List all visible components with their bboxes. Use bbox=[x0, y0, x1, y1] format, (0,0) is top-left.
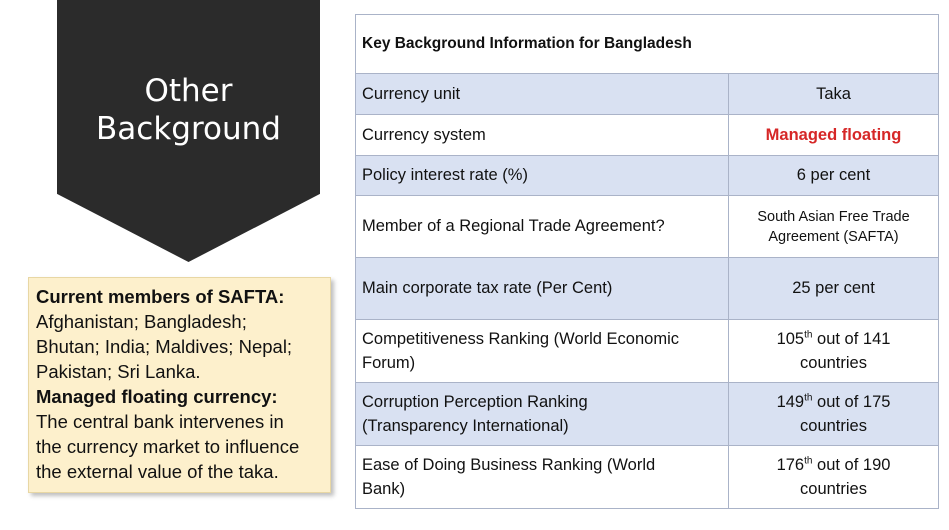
row-label: Policy interest rate (%) bbox=[356, 156, 729, 196]
table-row bbox=[356, 74, 939, 115]
rank-number: 149 bbox=[776, 393, 805, 411]
note-members-line: Bhutan; India; Maldives; Nepal; bbox=[36, 336, 293, 357]
rank-suffix: th bbox=[804, 392, 813, 404]
rank-unit: countries bbox=[800, 480, 867, 498]
row-value bbox=[729, 196, 939, 258]
row-label: Main corporate tax rate (Per Cent) bbox=[356, 258, 729, 320]
rank-suffix: th bbox=[804, 329, 813, 341]
note-desc-line: the external value of the taka. bbox=[36, 461, 279, 482]
row-label-line: Corruption Perception Ranking bbox=[362, 393, 588, 411]
row-label-line: Bank) bbox=[362, 480, 406, 498]
note-members-line: Pakistan; Sri Lanka. bbox=[36, 361, 201, 382]
table-title-row bbox=[356, 15, 939, 74]
row-label-line: Competitiveness Ranking (World Economic bbox=[362, 330, 679, 348]
row-label-line: Forum) bbox=[362, 354, 416, 372]
rank-out-of: out of 141 bbox=[812, 330, 891, 348]
table-row bbox=[356, 156, 939, 196]
note-heading-currency: Managed floating currency: bbox=[36, 386, 278, 407]
rank-out-of: out of 175 bbox=[812, 393, 891, 411]
rank-unit: countries bbox=[800, 417, 867, 435]
note-desc-line: the currency market to influence bbox=[36, 436, 300, 457]
table-row bbox=[356, 446, 939, 509]
rank-number: 176 bbox=[776, 456, 805, 474]
background-info-table bbox=[355, 14, 939, 509]
row-label-line: Ease of Doing Business Ranking (World bbox=[362, 456, 656, 474]
banner-title-line2: Background bbox=[96, 111, 281, 147]
row-value-line: South Asian Free Trade bbox=[757, 208, 910, 225]
banner-title bbox=[57, 72, 320, 148]
row-value: 25 per cent bbox=[729, 258, 939, 320]
row-value bbox=[729, 446, 939, 509]
row-value bbox=[729, 320, 939, 383]
note-members-line: Afghanistan; Bangladesh; bbox=[36, 311, 247, 332]
banner-title-line1: Other bbox=[144, 73, 233, 109]
rank-unit: countries bbox=[800, 354, 867, 372]
row-value: Taka bbox=[729, 74, 939, 115]
row-label: Currency system bbox=[356, 115, 729, 156]
row-value: 6 per cent bbox=[729, 156, 939, 196]
row-value-highlight: Managed floating bbox=[729, 115, 939, 156]
row-label bbox=[356, 446, 729, 509]
note-heading-members: Current members of SAFTA: bbox=[36, 286, 285, 307]
table-title: Key Background Information for Bangladesh bbox=[356, 15, 939, 74]
row-value-line: Agreement (SAFTA) bbox=[768, 228, 899, 245]
table-row bbox=[356, 320, 939, 383]
table-row bbox=[356, 196, 939, 258]
row-label: Currency unit bbox=[356, 74, 729, 115]
rank-number: 105 bbox=[776, 330, 805, 348]
table-row bbox=[356, 115, 939, 156]
table-row bbox=[356, 383, 939, 446]
table-row bbox=[356, 258, 939, 320]
note-desc-line: The central bank intervenes in bbox=[36, 411, 284, 432]
row-label: Member of a Regional Trade Agreement? bbox=[356, 196, 729, 258]
row-label bbox=[356, 383, 729, 446]
row-label-line: (Transparency International) bbox=[362, 417, 569, 435]
rank-out-of: out of 190 bbox=[812, 456, 891, 474]
row-value bbox=[729, 383, 939, 446]
rank-suffix: th bbox=[804, 455, 813, 467]
row-label bbox=[356, 320, 729, 383]
safta-note-box bbox=[28, 277, 331, 493]
